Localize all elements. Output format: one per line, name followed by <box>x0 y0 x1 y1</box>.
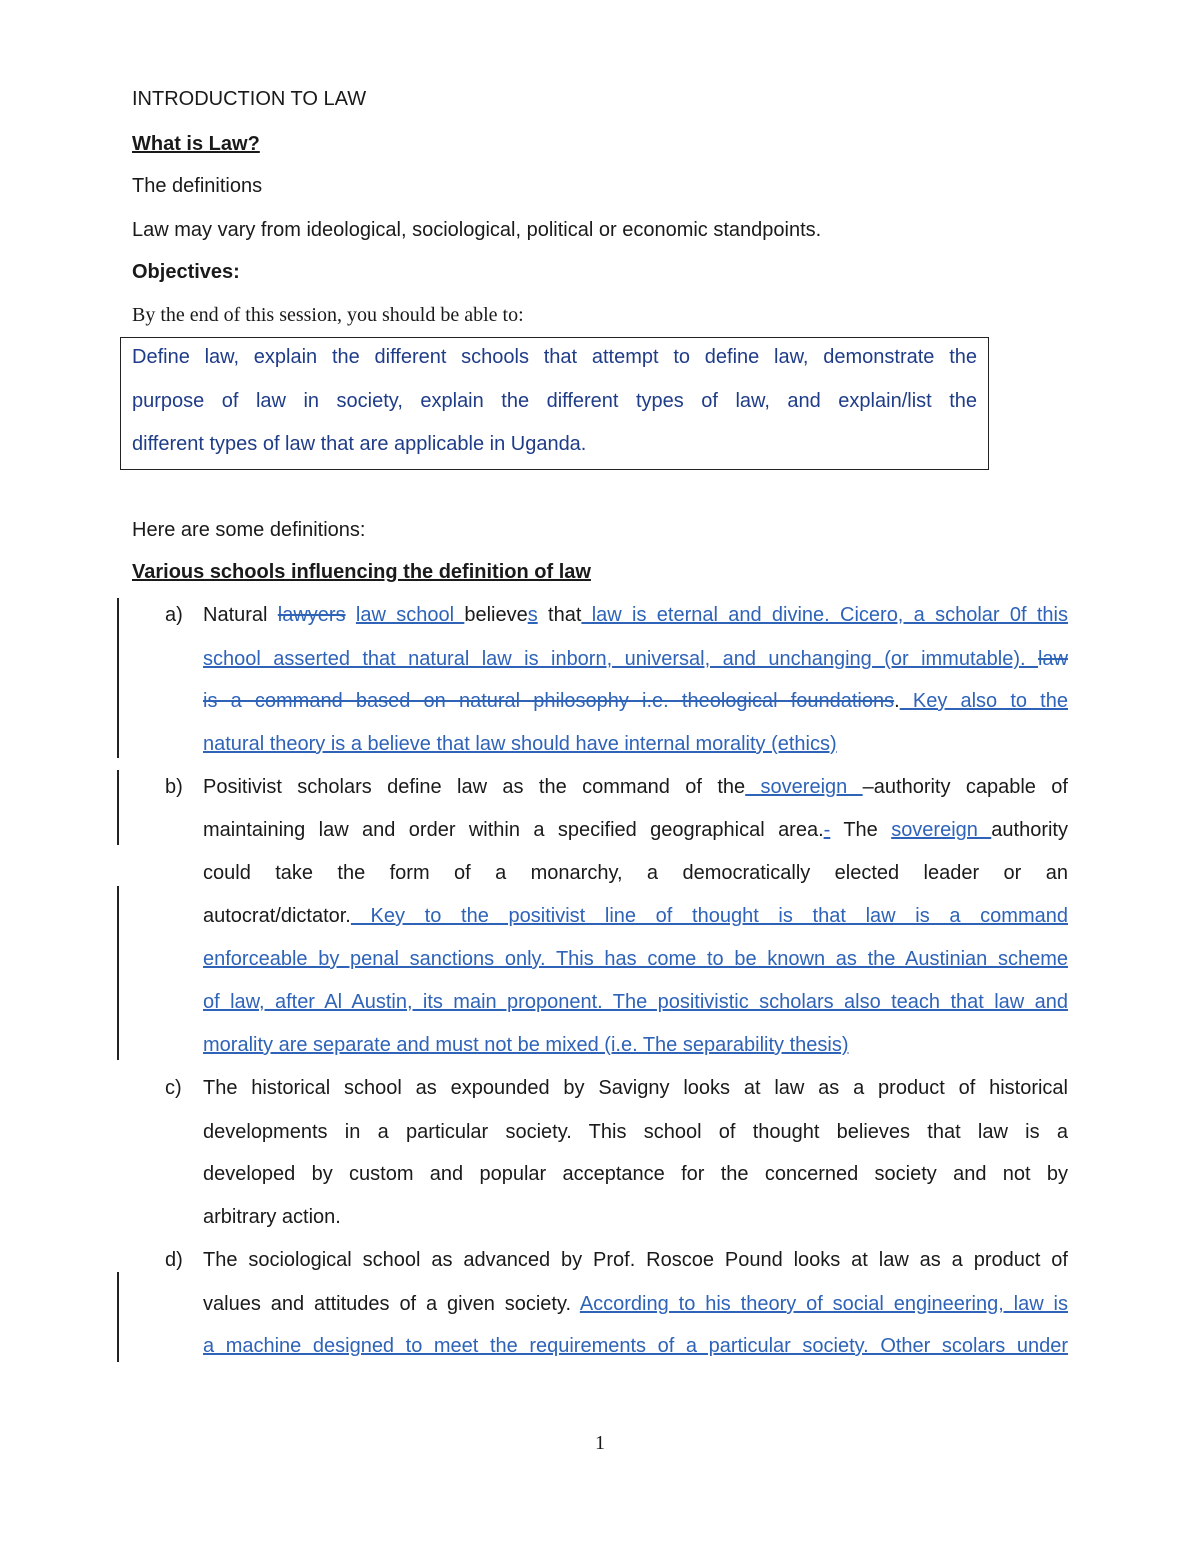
inserted-text: of law, after Al Austin, its main proponent. The positivistic scholars also teach that law and <box>203 991 1068 1013</box>
list-marker-b: b) <box>165 776 183 798</box>
list-marker-d: d) <box>165 1249 183 1271</box>
list-item-b-line-2 <box>203 819 1068 842</box>
page-number: 1 <box>595 1432 605 1454</box>
list-item-d-line-1: The sociological school as advanced by Prof. Roscoe Pound looks at law as a product of <box>203 1249 1068 1271</box>
text-run <box>346 604 356 626</box>
inserted-text: law school <box>355 604 465 626</box>
inserted-text: natural theory is a believe that law should have internal morality (ethics) <box>203 733 837 755</box>
list-item-a-line-1 <box>203 604 1068 627</box>
list-item-c-line-2: developments in a particular society. This school of thought believes that law is a <box>203 1121 1068 1143</box>
text-run: believe <box>464 604 528 626</box>
deleted-text: law <box>1037 648 1068 670</box>
text-run: autocrat/dictator. <box>203 905 351 927</box>
objectives-heading: Objectives: <box>132 261 240 283</box>
list-item-d-line-2 <box>203 1293 1068 1316</box>
intro-paragraph: Law may vary from ideological, sociological, political or economic standpoints. <box>132 219 822 241</box>
text-run: values and attitudes of a given society. <box>203 1293 580 1315</box>
text-run: –authority capable of <box>862 776 1068 798</box>
text-run: authority <box>991 819 1068 841</box>
inserted-text: sovereign <box>745 776 863 798</box>
list-item-a-line-3 <box>203 690 1068 713</box>
schools-heading: Various schools influencing the definition of law <box>132 561 591 583</box>
text-run: Positivist scholars define law as the command of the <box>203 776 746 798</box>
definitions-label: The definitions <box>132 175 263 197</box>
list-item-b-line-7 <box>203 1034 1068 1057</box>
list-item-b-line-6 <box>203 991 1068 1014</box>
text-run: The <box>830 819 892 841</box>
list-item-c-line-4: arbitrary action. <box>203 1206 341 1228</box>
inserted-text: morality are separate and must not be mixed (i.e. The separability thesis) <box>203 1034 849 1056</box>
list-item-d-line-3 <box>203 1335 1068 1358</box>
list-item-a-line-2 <box>203 648 1068 671</box>
text-run: that <box>537 604 582 626</box>
list-item-b-line-4 <box>203 905 1068 928</box>
inserted-text: a machine designed to meet the requirements of a particular society. Other scolars under <box>203 1335 1068 1357</box>
inserted-text: - <box>823 819 831 841</box>
text-run: maintaining law and order within a specified geographical area. <box>203 819 824 841</box>
definitions-intro: Here are some definitions: <box>132 519 366 541</box>
objectives-lead: By the end of this session, you should be able to: <box>132 304 524 326</box>
inserted-text: school asserted that natural law is inborn, universal, and unchanging (or immutable). <box>203 648 1038 670</box>
inserted-text: Key to the positivist line of thought is that law is a command <box>350 905 1068 927</box>
deleted-text: is a command based on natural philosophy i.e. theological foundations <box>203 690 895 712</box>
list-item-b-line-5 <box>203 948 1068 971</box>
deleted-text: lawyers <box>277 604 346 626</box>
list-marker-a: a) <box>165 604 183 626</box>
document-title: INTRODUCTION TO LAW <box>132 88 367 110</box>
text-run: . <box>894 690 900 712</box>
change-bar <box>117 598 119 758</box>
objectives-box-line-3: different types of law that are applicable in Uganda. <box>132 433 587 455</box>
change-bar <box>117 1272 119 1362</box>
objectives-box-line-2: purpose of law in society, explain the different types of law, and explain/list the <box>132 390 977 412</box>
section-heading-what-is-law: What is Law? <box>132 133 260 155</box>
change-bar <box>117 886 119 1060</box>
text-run: Natural <box>203 604 278 626</box>
list-marker-c: c) <box>165 1077 182 1099</box>
list-item-c-line-1: The historical school as expounded by Savigny looks at law as a product of historical <box>203 1077 1068 1099</box>
inserted-text: Key also to the <box>899 690 1068 712</box>
list-item-c-line-3: developed by custom and popular acceptance for the concerned society and not by <box>203 1163 1068 1185</box>
inserted-text: According to his theory of social engineering, law is <box>579 1293 1069 1315</box>
objectives-box-line-1: Define law, explain the different schools that attempt to define law, demonstrate the <box>132 346 977 368</box>
list-item-b-line-3: could take the form of a monarchy, a democratically elected leader or an <box>203 862 1068 884</box>
change-bar <box>117 770 119 845</box>
inserted-text: sovereign <box>891 819 992 841</box>
inserted-text: enforceable by penal sanctions only. This has come to be known as the Austinian scheme <box>203 948 1068 970</box>
list-item-a-line-4 <box>203 733 1068 756</box>
inserted-text: s <box>527 604 538 626</box>
list-item-b-line-1 <box>203 776 1068 799</box>
inserted-text: law is eternal and divine. Cicero, a scholar 0f this <box>581 604 1068 626</box>
